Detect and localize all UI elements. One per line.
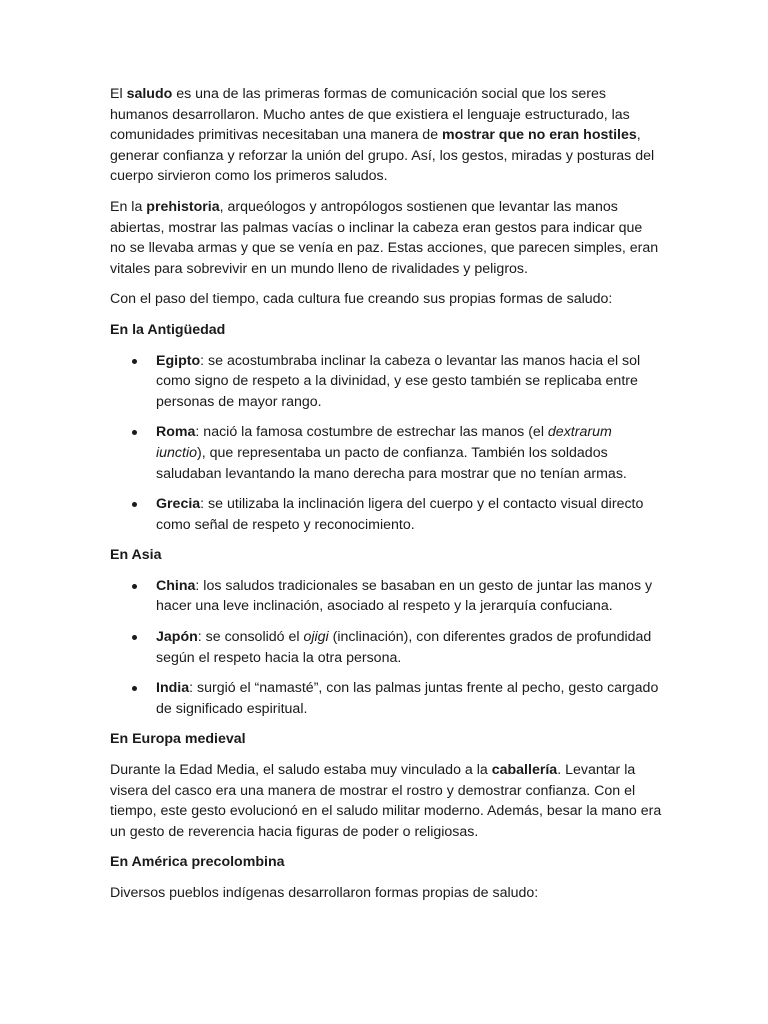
list-item-text: : surgió el “namasté”, con las palmas juntas frente al pecho, gesto cargado de significado espiritual. xyxy=(156,680,659,717)
section-heading-america: En América precolombina xyxy=(110,854,285,871)
list-item-text: (inclinación), con diferentes grados de profundidad según el respeto hacia la otra persona. xyxy=(156,629,652,666)
list-item-grecia xyxy=(110,494,662,535)
list-item-text: ), que representaba un pacto de confianza. También los soldados saludaban levantando la mano derecha para mostrar que no tenían armas. xyxy=(156,444,627,482)
list-item-term: China xyxy=(156,577,196,594)
bullet-icon xyxy=(132,430,137,435)
text-run: , arqueólogos y antropólogos sostienen que levantar las manos abiertas, mostrar las palmas vacías o inclinar la cabeza eran gestos para indicar que no se llevaba armas y que se venía en paz. Estas acciones, que parecen simples, eran vitales para sobrevivir en un mundo lleno de rivalidades y peligros. xyxy=(110,198,659,277)
bold-term-prehistoria: prehistoria xyxy=(146,198,220,215)
intro-paragraph-3: Con el paso del tiempo, cada cultura fue creando sus propias formas de saludo: xyxy=(110,291,613,308)
text-run: El xyxy=(110,86,127,102)
document-page xyxy=(110,84,662,914)
list-item-china xyxy=(110,576,662,617)
list-item-term: Egipto xyxy=(156,352,201,369)
text-run: Durante la Edad Media, el saludo estaba muy vinculado a la xyxy=(110,762,492,779)
list-item-text: : se consolidó el xyxy=(197,629,304,646)
list-item-term: Japón xyxy=(156,629,198,646)
europa-paragraph xyxy=(110,760,662,842)
text-run: . Levantar la visera del casco era una manera de mostrar el rostro y demostrar confianza. Con el tiempo, este gesto evolucionó en el saludo militar moderno. Además, besar la mano era un gesto de reverencia hacia figuras de poder o religiosas. xyxy=(110,762,662,840)
italic-term: dextrarum iunctio xyxy=(156,424,612,461)
bold-term-saludo: saludo xyxy=(126,86,173,102)
bullet-icon xyxy=(132,584,137,589)
antiguedad-list xyxy=(110,351,662,536)
bullet-icon xyxy=(132,686,137,691)
list-item-india xyxy=(110,678,662,719)
list-item-text: : los saludos tradicionales se basaban en un gesto de juntar las manos y hacer una leve inclinación, asociado al respeto y la jerarquía confuciana. xyxy=(156,577,653,615)
section-heading-asia: En Asia xyxy=(110,547,162,564)
bullet-icon xyxy=(132,359,137,364)
list-item-roma xyxy=(110,422,662,484)
asia-list xyxy=(110,576,662,720)
bold-term-caballeria: caballería xyxy=(491,762,558,779)
bullet-icon xyxy=(132,502,137,507)
list-item-term: Grecia xyxy=(156,496,201,513)
section-heading-antiguedad: En la Antigüedad xyxy=(110,321,226,338)
intro-paragraph-2 xyxy=(110,197,662,279)
list-item-text: : se acostumbraba inclinar la cabeza o levantar las manos hacia el sol como signo de respeto a la divinidad, y ese gesto también se replicaba entre personas de mayor rango. xyxy=(156,352,641,410)
list-item-text: : nació la famosa costumbre de estrechar las manos (el xyxy=(195,424,548,441)
list-item-term: Roma xyxy=(156,424,196,441)
list-item-japon xyxy=(110,627,662,668)
section-heading-europa: En Europa medieval xyxy=(110,731,246,748)
list-item-term: India xyxy=(156,680,190,697)
text-run: , generar confianza y reforzar la unión del grupo. Así, los gestos, miradas y posturas del cuerpo sirvieron como los primeros saludos. xyxy=(110,127,655,185)
text-run: es una de las primeras formas de comunicación social que los seres humanos desarrollaron. Mucho antes de que existiera el lenguaje estructurado, las comunidades primitivas necesitaban una manera de xyxy=(110,86,630,144)
list-item-text: : se utilizaba la inclinación ligera del cuerpo y el contacto visual directo como señal de respeto y reconocimiento. xyxy=(156,496,644,533)
italic-term: ojigi xyxy=(303,629,329,646)
intro-paragraph-1 xyxy=(110,84,662,187)
text-run: En la xyxy=(110,198,147,215)
bullet-icon xyxy=(132,635,137,640)
list-item-egipto xyxy=(110,351,662,413)
bold-term-hostiles: mostrar que no eran hostiles xyxy=(442,127,637,144)
america-paragraph: Diversos pueblos indígenas desarrollaron formas propias de saludo: xyxy=(110,885,539,901)
